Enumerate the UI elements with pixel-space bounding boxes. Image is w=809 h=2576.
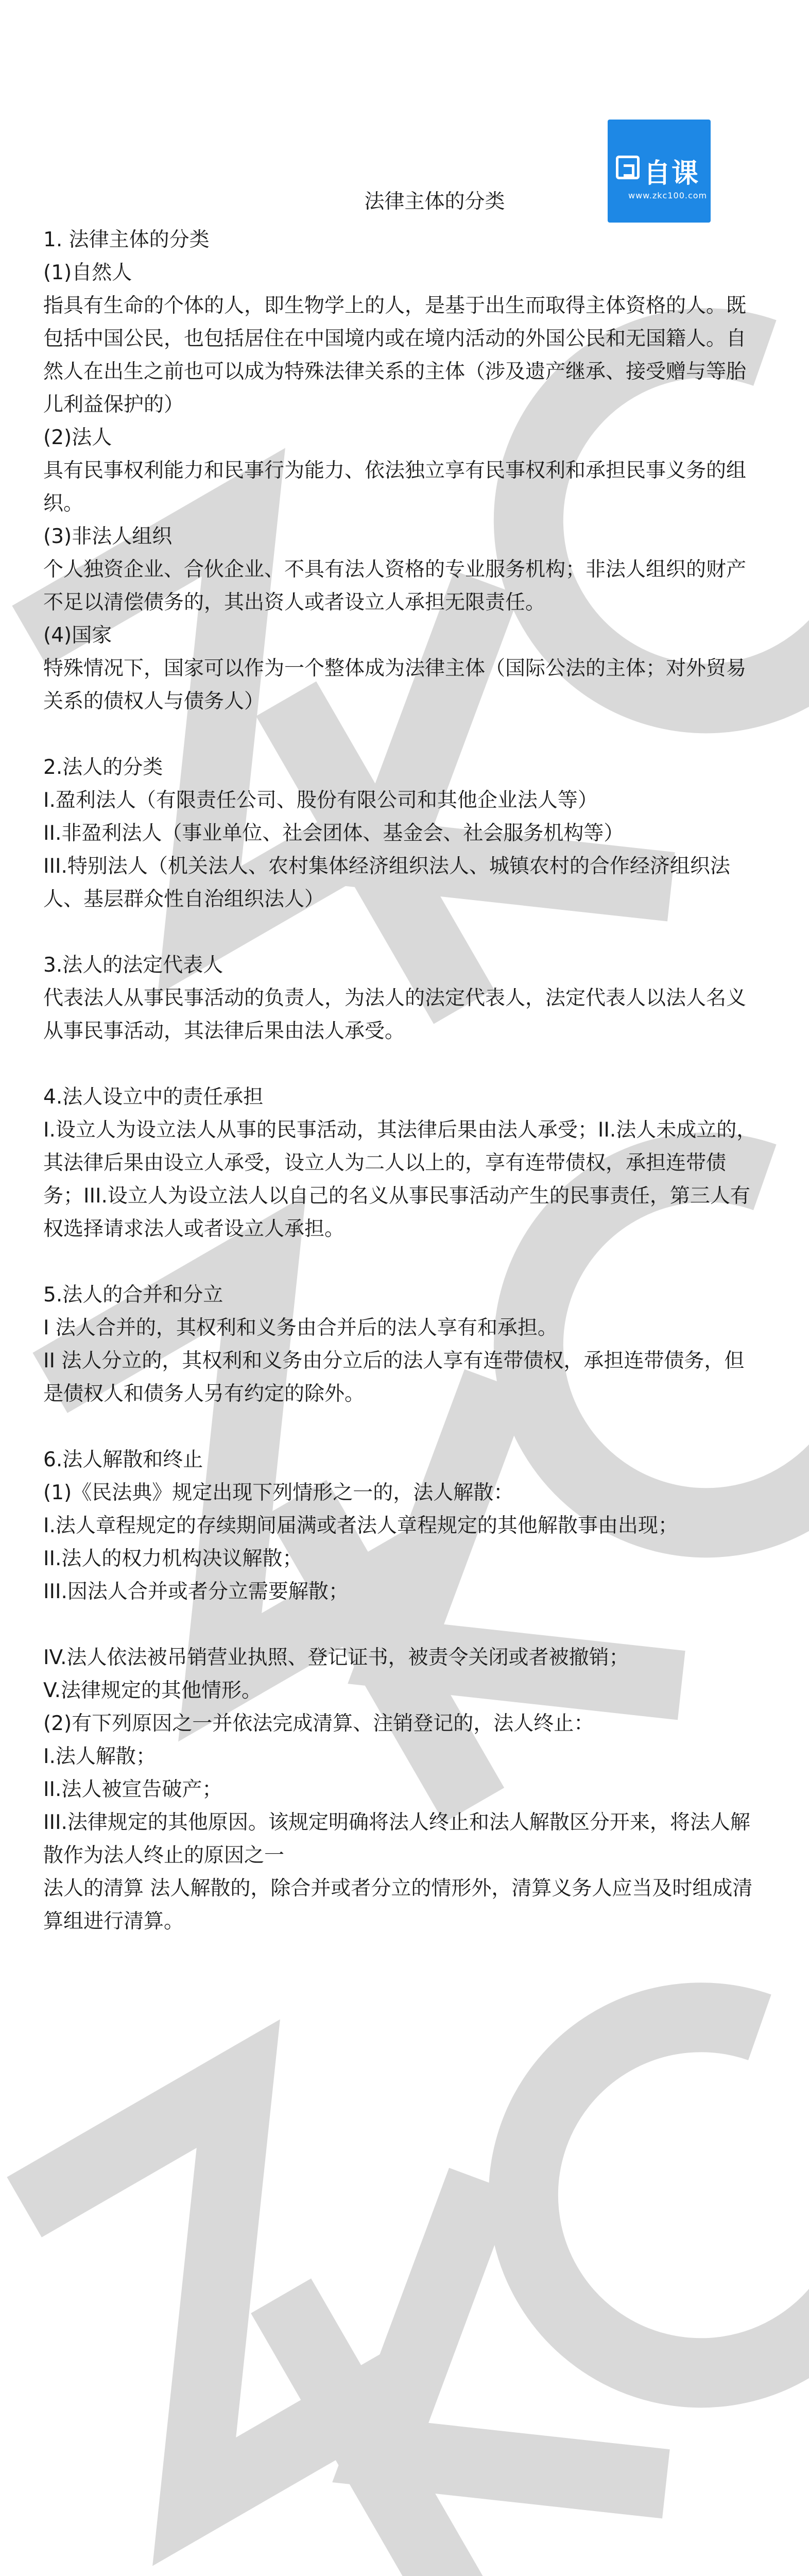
natural-person-heading: (1)自然人 [43,261,132,284]
dissolution-item: IV.法人依法被吊销营业执照、登记证书，被责令关闭或者被撤销； [43,1646,629,1669]
watermark-letter-c [458,1974,809,2438]
non-legal-org-heading: (3)非法人组织 [43,525,173,548]
state-heading: (4)国家 [43,624,112,647]
merger-text: I 法人合并的，其权利和义务由合并后的法人享有和承担。 [43,1316,558,1340]
section-1-heading: 1. 法律主体的分类 [43,228,210,251]
classification-item: I.盈利法人（有限责任公司、股份有限公司和其他企业法人等） [43,789,598,812]
dissolution-item: II.法人的权力机构决议解散； [43,1547,303,1570]
classification-item: III.特别法人（机关法人、农村集体经济组织法人、城镇农村的合作经济组织法人、基层群众性自治组织法人） [43,855,730,911]
logo-brand-text: 自课 [644,158,700,189]
document-body [43,170,764,1938]
dissolution-item: I.法人章程规定的存续期间届满或者法人章程规定的其他解散事由出现； [43,1514,678,1537]
dissolution-intro: (1)《民法典》规定出现下列情形之一的，法人解散： [43,1481,514,1504]
natural-person-text: 指具有生命的个体的人，即生物学上的人，是基于出生而取得主体资格的人。既包括中国公民，也包括居住在中国境内或在境内活动的外国公民和无国籍人。自然人在出生之前也可以成为特殊法律关系的主体（涉及遗产继承、接受赠与等胎儿利益保护的） [43,294,747,416]
zkc-logo [608,120,711,223]
liquidation-text: 法人的清算 法人解散的，除合并或者分立的情形外，清算义务人应当及时组成清算组进行清算。 [43,1877,753,1933]
section-6-heading: 6.法人解散和终止 [43,1448,203,1471]
section-4-text: I.设立人为设立法人从事的民事活动，其法律后果由法人承受；II.法人未成立的，其法律后果由设立人承受，设立人为二人以上的，享有连带债权，承担连带债务；III.设立人为设立法人以自己的名义从事民事活动产生的民事责任，第三人有权选择请求法人或者设立人承担。 [43,1118,757,1241]
legal-person-text: 具有民事权利能力和民事行为能力、依法独立享有民事权利和承担民事义务的组织。 [43,459,747,515]
page-title: 法律主体的分类 [364,190,505,213]
legal-person-heading: (2)法人 [43,426,112,449]
logo-g-icon [616,156,640,179]
section-3-text: 代表法人从事民事活动的负责人，为法人的法定代表人，法定代表人以法人名义从事民事活动，其法律后果由法人承受。 [43,987,747,1043]
division-text: II 法人分立的，其权利和义务由分立后的法人享有连带债权，承担连带债务，但是债权人和债务人另有约定的除外。 [43,1349,745,1405]
dissolution-item: III.因法人合并或者分立需要解散； [43,1580,349,1603]
section-2-heading: 2.法人的分类 [43,756,163,779]
dissolution-item: V.法律规定的其他情形。 [43,1679,262,1702]
watermark-letter-k [281,2176,666,2576]
logo-url-text: www.zkc100.com [628,191,708,200]
state-text: 特殊情况下，国家可以作为一个整体成为法律主体（国际公法的主体；对外贸易关系的债权人与债务人） [43,657,747,713]
section-5-heading: 5.法人的合并和分立 [43,1283,223,1307]
termination-item: II.法人被宣告破产； [43,1778,222,1801]
section-3-heading: 3.法人的法定代表人 [43,954,223,977]
section-4-heading: 4.法人设立中的责任承担 [43,1086,264,1109]
termination-intro: (2)有下列原因之一并依法完成清算、注销登记的，法人终止： [43,1712,594,1735]
watermark-letter-z [24,2083,408,2502]
non-legal-org-text: 个人独资企业、合伙企业、不具有法人资格的专业服务机构；非法人组织的财产不足以清偿债务的，其出资人或者设立人承担无限责任。 [43,558,747,614]
termination-item: III.法律规定的其他原因。该规定明确将法人终止和法人解散区分开来，将法人解散作为法人终止的原因之一 [43,1811,750,1867]
classification-item: II.非盈利法人（事业单位、社会团体、基金会、社会服务机构等） [43,822,624,845]
termination-item: I.法人解散； [43,1745,156,1768]
